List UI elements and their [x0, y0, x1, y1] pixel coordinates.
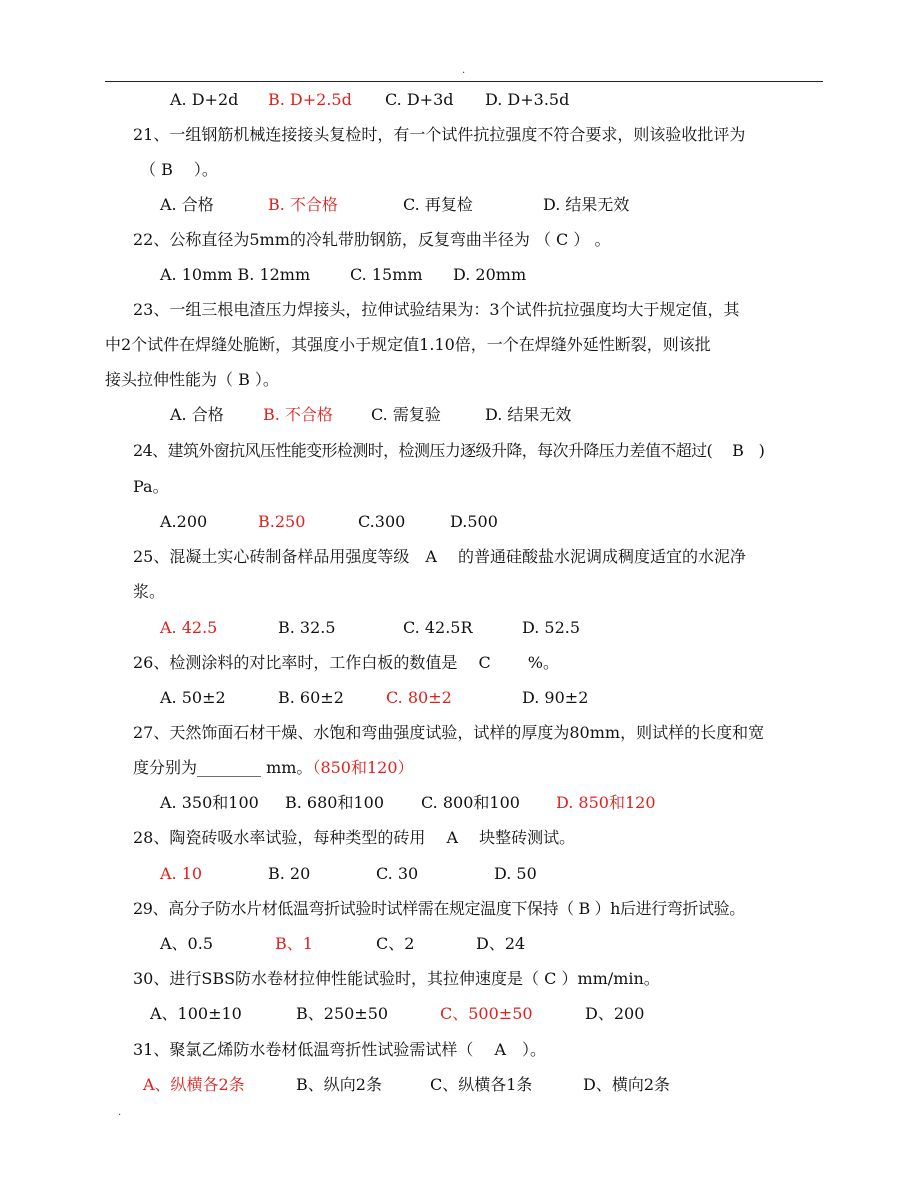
- q24-option-d: D.500: [450, 512, 498, 531]
- q23-option-b: B. 不合格: [263, 405, 333, 424]
- q21-option-b: B. 不合格: [268, 195, 338, 214]
- header-rule: [105, 81, 823, 82]
- q20-option-b: B. D+2.5d: [268, 90, 352, 109]
- q27-option-a: A. 350和100: [160, 793, 259, 812]
- q26-option-d: D. 90±2: [522, 688, 589, 707]
- q26-line-1: 26、检测涂料的对比率时，工作白板的数值是 C %。: [133, 653, 559, 672]
- q25-option-c: C. 42.5R: [403, 618, 473, 637]
- q27-line-1: 27、天然饰面石材干燥、水饱和弯曲强度试验，试样的厚度为80mm，则试样的长度和宽: [133, 723, 765, 742]
- q28-option-d: D. 50: [494, 864, 537, 883]
- q28-option-a: A. 10: [160, 864, 203, 883]
- q23-option-d: D. 结果无效: [485, 405, 572, 424]
- q27-option-c: C. 800和100: [421, 793, 520, 812]
- q22-line-1: 22、公称直径为5mm的冷轧带肋钢筋，反复弯曲半径为 （ C ） 。: [133, 230, 611, 249]
- q29-option-c: C、2: [376, 934, 415, 953]
- q23-option-c: C. 需复验: [371, 405, 441, 424]
- q21-option-d: D. 结果无效: [543, 195, 630, 214]
- q24-option-c: C.300: [358, 512, 406, 531]
- q24-option-a: A.200: [160, 512, 208, 531]
- q25-option-b: B. 32.5: [278, 618, 336, 637]
- q21-line-2: （ B ）。: [140, 160, 218, 179]
- q30-option-a: A、100±10: [150, 1004, 242, 1023]
- header-dot: .: [462, 65, 466, 76]
- q31-line-1: 31、聚氯乙烯防水卷材低温弯折性试验需试样（ A ）。: [133, 1040, 547, 1059]
- q30-option-c: C、500±50: [440, 1004, 533, 1023]
- q23-line-2: 中2个试件在焊缝处脆断，其强度小于规定值1.10倍，一个在焊缝外延性断裂，则该批: [105, 335, 711, 354]
- q31-option-d: D、横向2条: [583, 1075, 671, 1094]
- q22-option-c: C. 15mm: [350, 265, 423, 284]
- q24-line-1: 24、建筑外窗抗风压性能变形检测时，检测压力逐级升降，每次升降压力差值不超过( B ): [133, 441, 765, 460]
- q23-line-1: 23、一组三根电渣压力焊接头，拉伸试验结果为：3个试件抗拉强度均大于规定值，其: [133, 300, 740, 319]
- q26-option-a: A. 50±2: [160, 688, 226, 707]
- q20-option-c: C. D+3d: [385, 90, 454, 109]
- q30-option-d: D、200: [585, 1004, 645, 1023]
- q30-option-b: B、250±50: [296, 1004, 389, 1023]
- q25-line-1: 25、混凝土实心砖制备样品用强度等级 A 的普通硅酸盐水泥调成稠度适宜的水泥净: [133, 547, 747, 566]
- q23-line-3: 接头拉伸性能为（ B ）。: [105, 370, 279, 389]
- q20-option-a: A. D+2d: [170, 90, 239, 109]
- q28-option-c: C. 30: [376, 864, 419, 883]
- q22-option-d: D. 20mm: [453, 265, 527, 284]
- q21-option-a: A. 合格: [160, 195, 214, 214]
- q23-option-a: A. 合格: [170, 405, 224, 424]
- q29-option-d: D、24: [476, 934, 526, 953]
- q24-line-2: Pa。: [133, 477, 169, 496]
- q29-option-b: B、1: [275, 934, 313, 953]
- q27-option-d: D. 850和120: [556, 793, 656, 812]
- q26-option-c: C. 80±2: [386, 688, 452, 707]
- q21-line-1: 21、一组钢筋机械连接接头复检时，有一个试件抗拉强度不符合要求，则该验收批评为: [133, 125, 746, 144]
- q25-option-d: D. 52.5: [522, 618, 581, 637]
- q24-option-b: B.250: [258, 512, 306, 531]
- q31-option-b: B、纵向2条: [296, 1075, 382, 1094]
- q29-line-1: 29、高分子防水片材低温弯折试验时试样需在规定温度下保持（ B ）h后进行弯折试验。: [133, 899, 745, 918]
- q20-option-d: D. D+3.5d: [485, 90, 570, 109]
- q31-option-c: C、纵横各1条: [430, 1075, 533, 1094]
- q30-line-1: 30、进行SBS防水卷材拉伸性能试验时，其拉伸速度是（ C ）mm/min。: [133, 969, 660, 988]
- footer-dot: .: [118, 1107, 122, 1118]
- q27-answer: （850和120）: [312, 758, 414, 777]
- q29-option-a: A、0.5: [160, 934, 214, 953]
- q27-line-2: [133, 757, 414, 779]
- q28-line-1: 28、陶瓷砖吸水率试验，每种类型的砖用 A 块整砖测试。: [133, 828, 576, 847]
- q28-option-b: B. 20: [268, 864, 311, 883]
- q21-option-c: C. 再复检: [403, 195, 473, 214]
- q31-option-a: A、纵横各2条: [143, 1075, 245, 1094]
- q27-option-b: B. 680和100: [285, 793, 385, 812]
- q25-option-a: A. 42.5: [160, 618, 218, 637]
- q27-line-2-text: 度分别为________ mm。: [133, 758, 313, 777]
- q26-option-b: B. 60±2: [278, 688, 344, 707]
- q25-line-2: 浆。: [133, 582, 166, 601]
- q22-option-ab: A. 10mm B. 12mm: [160, 265, 311, 284]
